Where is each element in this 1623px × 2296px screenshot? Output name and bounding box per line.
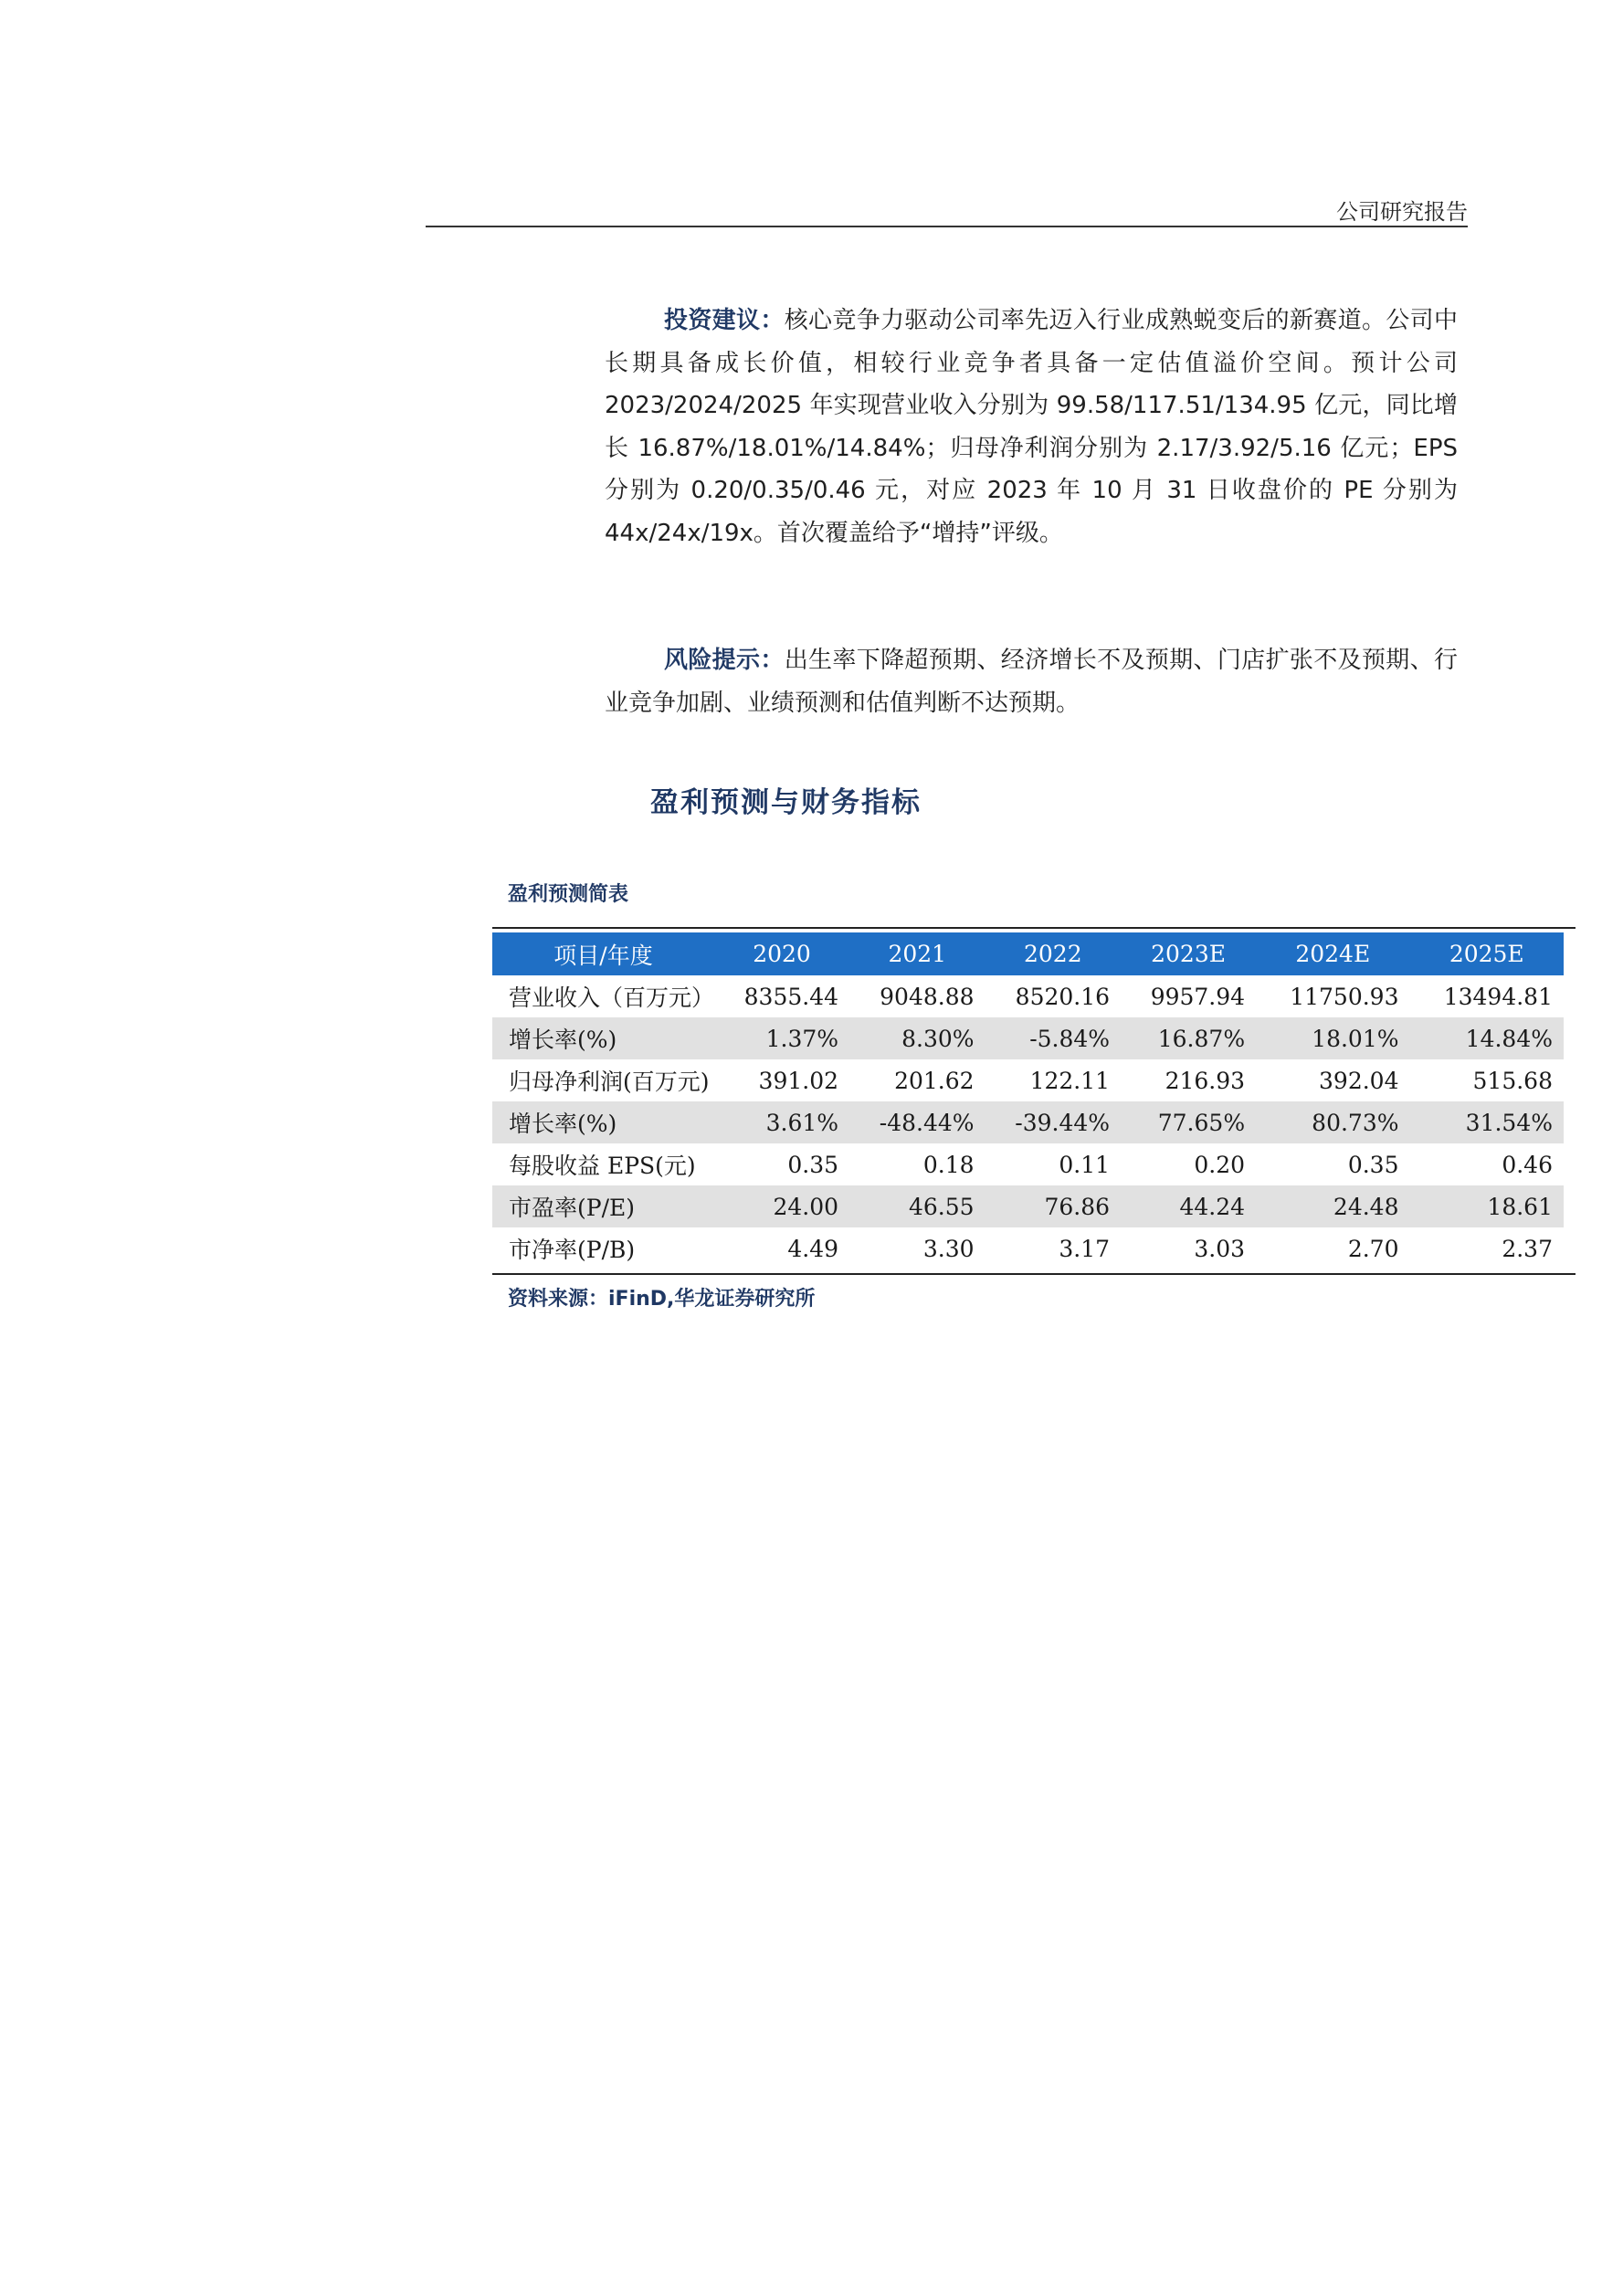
header-cell: 2020 <box>753 941 811 967</box>
header-cell: 2024E <box>1295 941 1371 967</box>
table-cell: 1.37% <box>765 1025 839 1052</box>
header-cell: 项目/年度 <box>553 942 653 969</box>
table-row <box>492 1185 1564 1227</box>
row-label: 每股收益 EPS(元) <box>509 1153 696 1179</box>
header-cell: 2021 <box>888 941 947 967</box>
table-cell: 11750.93 <box>1290 983 1399 1010</box>
table-cell: 13494.81 <box>1443 983 1553 1010</box>
table-cell: 18.61 <box>1487 1193 1553 1220</box>
table-row <box>492 1227 1564 1269</box>
table-cell: 3.61% <box>765 1109 839 1136</box>
section-heading: 盈利预测与财务指标 <box>650 786 922 819</box>
table-cell: 0.20 <box>1194 1151 1246 1178</box>
table-row <box>492 1101 1564 1143</box>
forecast-table-frame <box>492 927 1576 1275</box>
table-header-row <box>492 932 1564 975</box>
table-cell: 0.35 <box>1347 1151 1399 1178</box>
table-cell: 2.37 <box>1502 1235 1553 1262</box>
header-cell: 2025E <box>1449 941 1524 967</box>
risk-paragraph <box>605 639 1458 724</box>
table-cell: -48.44% <box>879 1109 975 1136</box>
row-label: 归母净利润(百万元) <box>509 1069 710 1095</box>
table-row <box>492 975 1564 1017</box>
table-cell: 31.54% <box>1465 1109 1553 1136</box>
table-cell: 0.46 <box>1502 1151 1553 1178</box>
row-label: 市净率(P/B) <box>509 1237 636 1263</box>
table-cell: 216.93 <box>1165 1067 1246 1094</box>
table-cell: 2.70 <box>1347 1235 1399 1262</box>
table-row <box>492 1017 1564 1059</box>
table-cell: 18.01% <box>1312 1025 1399 1052</box>
table-cell: 46.55 <box>908 1193 975 1220</box>
table-cell: 122.11 <box>1029 1067 1111 1094</box>
investment-paragraph <box>605 300 1458 554</box>
report-type-label: 公司研究报告 <box>1336 199 1468 225</box>
table-cell: 8355.44 <box>743 983 839 1010</box>
table-cell: 0.11 <box>1059 1151 1111 1178</box>
investment-text: 核心竞争力驱动公司率先迈入行业成熟蜕变后的新赛道。公司中长期具备成长价值，相较行业竞争者具备一定估值溢价空间。预计公司 2023/2024/2025 年实现营业收入分别为 99.58/117.51/134.95 亿元，同比增长 16.87%/18.01%/14.84%；归母净利润分别为 2.17/3.92/5.16 亿元；EPS 分别为 0.20/0.35/0.46 元，对应 2023 年 10 月 31 日收盘价的 PE 分别为 44x/24x/19x。首次覆盖给予“增持”评级。 <box>605 307 1458 547</box>
forecast-table <box>492 932 1564 1269</box>
table-source-note: 资料来源：iFinD,华龙证券研究所 <box>508 1288 816 1311</box>
table-cell: 201.62 <box>894 1067 975 1094</box>
table-cell: 16.87% <box>1157 1025 1246 1052</box>
row-label: 增长率(%) <box>509 1111 617 1137</box>
header-divider <box>426 226 1468 227</box>
table-cell: 8520.16 <box>1015 983 1111 1010</box>
table-cell: 0.18 <box>922 1151 975 1178</box>
table-cell: 8.30% <box>901 1025 975 1052</box>
table-cell: 24.00 <box>773 1193 839 1220</box>
table-cell: 4.49 <box>787 1235 839 1262</box>
table-cell: 3.17 <box>1059 1235 1111 1262</box>
table-cell: 77.65% <box>1157 1109 1246 1136</box>
table-cell: 3.30 <box>922 1235 975 1262</box>
risk-lead: 风险提示： <box>664 647 785 674</box>
table-cell: 3.03 <box>1194 1235 1246 1262</box>
table-cell: 14.84% <box>1465 1025 1553 1052</box>
table-cell: 24.48 <box>1333 1193 1399 1220</box>
risk-text: 出生率下降超预期、经济增长不及预期、门店扩张不及预期、行业竞争加剧、业绩预测和估值判断不达预期。 <box>605 647 1458 717</box>
table-cell: 0.35 <box>787 1151 839 1178</box>
table-row <box>492 1059 1564 1101</box>
header-cell: 2023E <box>1151 941 1226 967</box>
header-cell: 2022 <box>1023 941 1082 967</box>
table-cell: -5.84% <box>1029 1025 1111 1052</box>
row-label: 营业收入（百万元） <box>509 985 715 1011</box>
table-cell: 9957.94 <box>1150 983 1246 1010</box>
table-cell: 9048.88 <box>880 983 975 1010</box>
table-cell: 80.73% <box>1312 1109 1399 1136</box>
table-cell: 515.68 <box>1472 1067 1553 1094</box>
table-cell: 76.86 <box>1044 1193 1111 1220</box>
table-cell: 44.24 <box>1179 1193 1246 1220</box>
table-cell: -39.44% <box>1015 1109 1111 1136</box>
row-label: 增长率(%) <box>509 1027 617 1053</box>
table-caption: 盈利预测简表 <box>508 883 629 906</box>
table-row <box>492 1143 1564 1185</box>
table-cell: 391.02 <box>758 1067 839 1094</box>
table-cell: 392.04 <box>1319 1067 1399 1094</box>
row-label: 市盈率(P/E) <box>509 1195 636 1221</box>
investment-lead: 投资建议： <box>664 307 785 334</box>
